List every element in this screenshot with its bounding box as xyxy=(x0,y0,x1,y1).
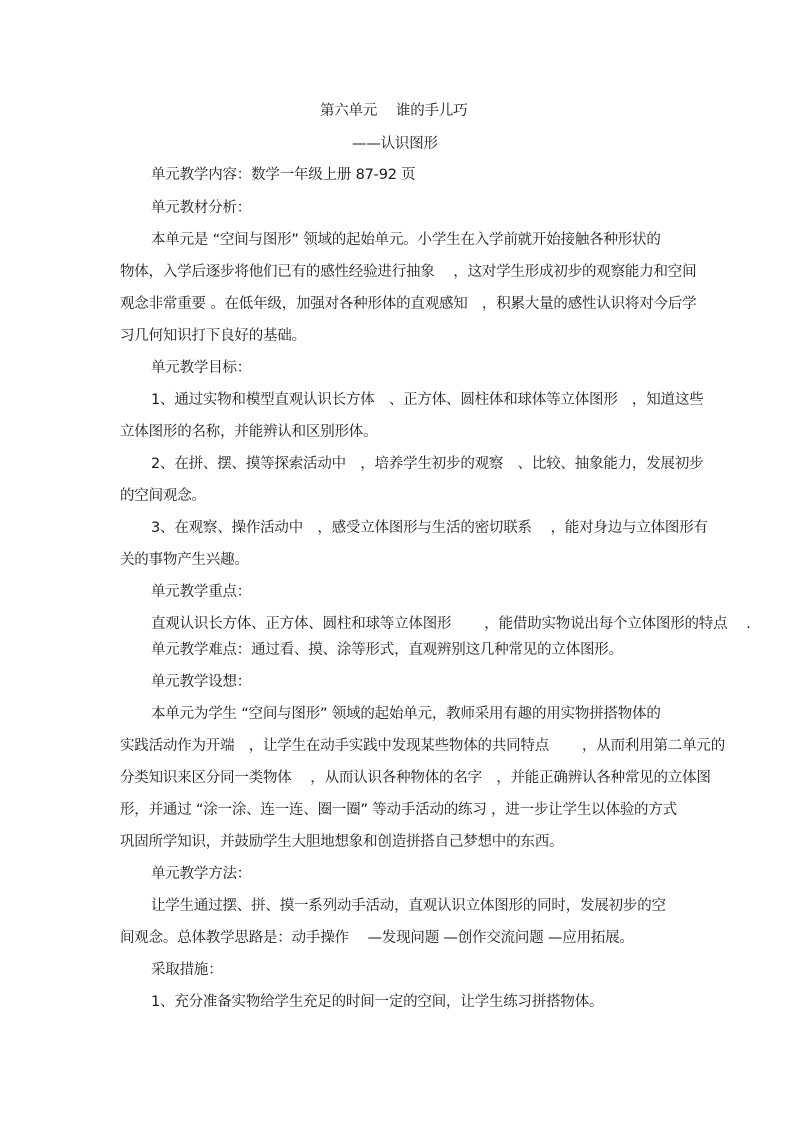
paragraph-line: 立体图形的名称，并能辨认和区别形体。 xyxy=(120,424,378,440)
paragraph-line: 1、充分准备实物给学生充足的时间一定的空间，让学生练习拼搭物体。 xyxy=(151,994,604,1010)
paragraph-line: 2、在拼、摆、摸等探索活动中 ，培养学生初步的观察 、比较、抽象能力，发展初步 xyxy=(151,456,704,472)
section-heading: 单元教学方法： xyxy=(151,866,252,882)
unit-subtitle: ——认识图形 xyxy=(352,136,438,152)
paragraph-line: 巩固所学知识，并鼓励学生大胆地想象和创造拼搭自己梦想中的东西。 xyxy=(120,834,564,850)
paragraph-line: 物体，入学后逐步将他们已有的感性经验进行抽象 ，这对学生形成初步的观察能力和空间 xyxy=(120,264,697,280)
section-heading: 单元教学目标： xyxy=(151,360,252,376)
paragraph-line: 形，并通过 “涂一涂、连一连、圈一圈” 等动手活动的练习 ，进一步让学生以体验的方式 xyxy=(120,802,677,818)
paragraph-line: 习几何知识打下良好的基础。 xyxy=(120,328,306,344)
paragraph-line: 的空间观念。 xyxy=(120,488,206,504)
paragraph-line: 实践活动作为开端 ，让学生在动手实践中发现某些物体的共同特点 ，从而利用第二单元的 xyxy=(120,738,726,754)
paragraph-line: 3、在观察、操作活动中 ，感受立体图形与生活的密切联系 ，能对身边与立体图形有 xyxy=(151,520,708,536)
paragraph-line: 间观念。总体教学思路是：动手操作 —发现问题 —创作交流问题 —应用拓展。 xyxy=(120,930,634,946)
paragraph-line: 分类知识来区分同一类物体 ，从而认识各种物体的名字 ，并能正确辨认各种常见的立体图 xyxy=(120,770,711,786)
paragraph-line: 关的事物产生兴趣。 xyxy=(120,552,249,568)
paragraph-line: 让学生通过摆、拼、摸一系列动手活动，直观认识立体图形的同时，发展初步的空 xyxy=(151,898,666,914)
unit-title: 第六单元 谁的手儿巧 xyxy=(320,103,468,119)
text-line: 单元教学内容：数学一年级上册 87-92 页 xyxy=(151,167,416,183)
paragraph-line: 观念非常重要 。在低年级，加强对各种形体的直观感知 ，积累大量的感性认识将对今后学 xyxy=(120,296,697,312)
section-heading: 单元教材分析： xyxy=(151,200,252,216)
paragraph-line: 本单元是 “空间与图形” 领域的起始单元。小学生在入学前就开始接触各种形状的 xyxy=(151,232,661,248)
paragraph-line: 1、通过实物和模型直观认识长方体 、正方体、圆柱体和球体等立体图形 ，知道这些 xyxy=(151,392,704,408)
section-heading: 采取措施： xyxy=(151,962,223,978)
section-heading: 单元教学重点： xyxy=(151,584,252,600)
section-heading: 单元教学设想： xyxy=(151,674,252,690)
paragraph-line: 直观认识长方体、正方体、圆柱和球等立体图形 ，能借助实物说出每个立体图形的特点 . xyxy=(151,616,751,632)
paragraph-line: 单元教学难点：通过看、摸、涂等形式，直观辨别这几种常见的立体图形。 xyxy=(151,642,623,658)
paragraph-line: 本单元为学生 “空间与图形” 领域的起始单元，教师采用有趣的用实物拼搭物体的 xyxy=(151,706,661,722)
